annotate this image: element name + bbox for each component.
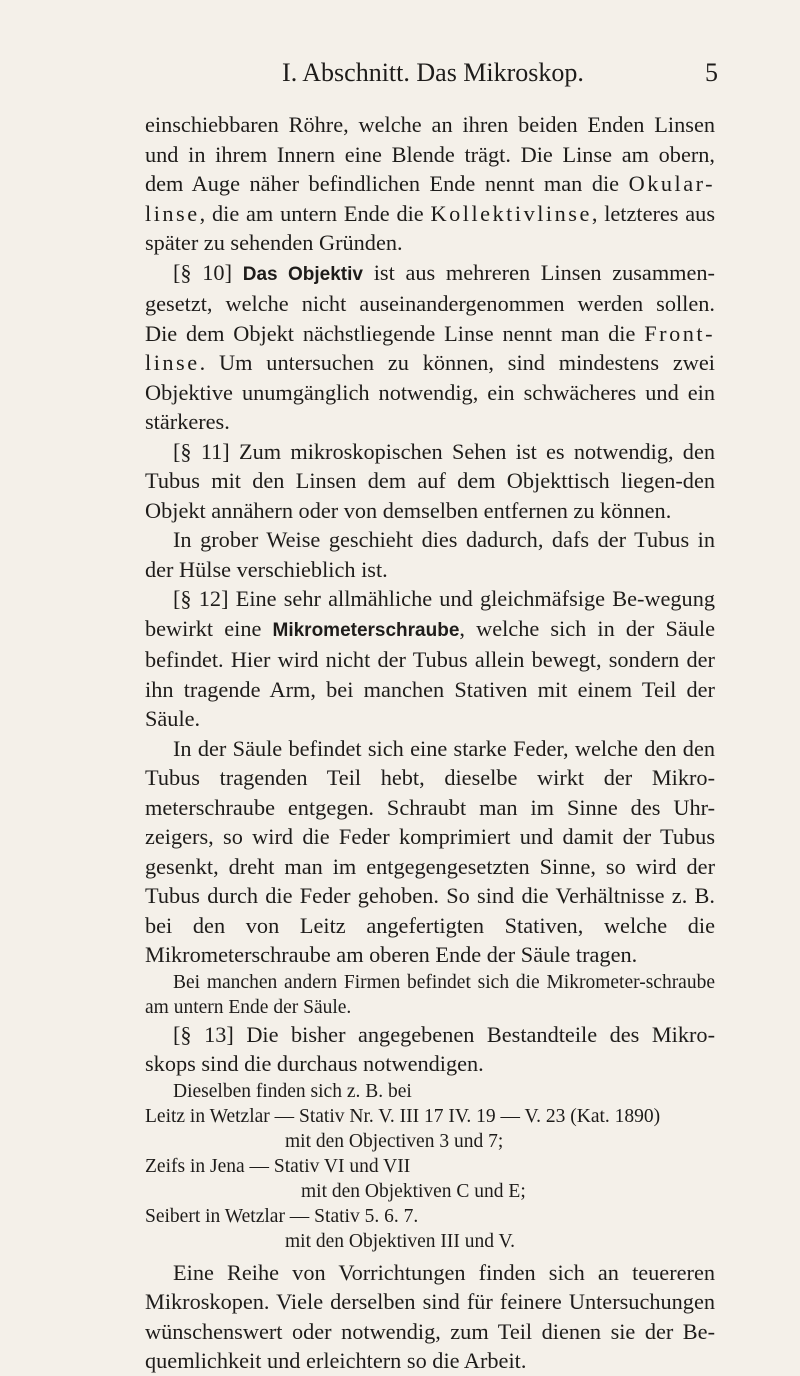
paragraph-okular: einschiebbaren Röhre, welche an ihren beiden Enden Linsen und in ihrem Innern eine Blende trägt. Die Linse am obern, dem Auge näher befindlichen Ende nennt man die Okular-linse, die am untern Ende die Kollektivlinse, letzteres aus später zu sehenden Gründen.	[145, 112, 716, 255]
section-number: [§ 12]	[173, 586, 229, 611]
term-frontlinse: Front-linse	[145, 320, 715, 375]
section-12: [§ 12] Eine sehr allmähliche und gleichmäfsige Be-wegung bewirkt eine Mikrometerschraube, welche sich in der Säule befindet. Hier wird nicht der Tubus allein bewegt, sondern der ihn tragende Arm, bei manchen Stativen mit einem Teil der Säule.	[145, 586, 715, 731]
running-header	[148, 58, 718, 98]
running-title: I. Abschnitt. Das Mikroskop.	[282, 58, 584, 87]
paragraph-vorrichtungen: Eine Reihe von Vorrichtungen finden sich an teuereren Mikroskopen. Viele derselben sind für feinere Untersuchungen wünschenswert oder notwendig, zum Teil dienen sie der Be-quemlichkeit und erleichtern so die Arbeit.	[145, 1259, 715, 1373]
section-number: [§ 10]	[173, 259, 233, 285]
paragraph-huelse: In grober Weise geschieht dies dadurch, dafs der Tubus in der Hülse verschieblich ist.	[145, 527, 715, 582]
list-item: Zeifs in Jena — Stativ VI und VII	[145, 1155, 411, 1177]
list-item: mit den Objectiven 3 und 7;	[285, 1130, 504, 1152]
page-body	[145, 110, 715, 1376]
manufacturer-list	[145, 1104, 715, 1254]
list-item: Leitz in Wetzlar — Stativ Nr. V. III 17 IV. 19 — V. 23 (Kat. 1890)	[145, 1105, 661, 1127]
list-item: mit den Objektiven III und V.	[285, 1230, 516, 1252]
term-okularlinse: Okular-linse	[145, 171, 715, 226]
page-number: 5	[705, 58, 718, 87]
section-number: [§ 13]	[173, 1021, 234, 1047]
term-objektiv: Das Objektiv	[242, 263, 363, 285]
paragraph-firmen: Bei manchen andern Firmen befindet sich die Mikrometer-schraube am untern Ende der Säule.	[145, 971, 715, 1018]
paragraph-dieselben: Dieselben finden sich z. B. bei	[173, 1080, 412, 1102]
list-item: mit den Objektiven C und E;	[301, 1180, 526, 1202]
term-kollektivlinse: Kollektivlinse	[430, 200, 592, 226]
term-mikrometerschraube: Mikrometerschraube	[272, 619, 460, 641]
section-13: [§ 13] Die bisher angegebenen Bestandteile des Mikro-skops sind die durchaus notwendigen.	[145, 1021, 715, 1076]
paragraph-feder: In der Säule befindet sich eine starke Feder, welche den den Tubus tragenden Teil hebt, dieselbe wirkt der Mikro-meterschraube entgegen. Schraubt man im Sinne des Uhr-zeigers, so wird die Feder komprimiert und damit der Tubus gesenkt, dreht man im entgegengesetzten Sinne, so wird der Tubus durch die Feder gehoben. So sind die Verhältnisse z. B. bei den von Leitz angefertigten Stativen, welche die Mikrometerschraube am oberen Ende der Säule tragen.	[145, 735, 715, 967]
section-11: [§ 11] Zum mikroskopischen Sehen ist es notwendig, den Tubus mit den Linsen dem auf dem Objekttisch liegen-den Objekt annähern oder von demselben entfernen zu können.	[145, 438, 715, 523]
list-item: Seibert in Wetzlar — Stativ 5. 6. 7.	[145, 1205, 419, 1227]
section-10: [§ 10] Das Objektiv ist aus mehreren Linsen zusammen-gesetzt, welche nicht auseinandergenommen werden sollen. Die dem Objekt nächstliegende Linse nennt man die Front-linse. Um untersuchen zu können, sind mindestens zwei Objektive unumgänglich notwendig, ein schwächeres und ein stärkeres.	[145, 259, 715, 434]
section-number: [§ 11]	[173, 438, 230, 464]
